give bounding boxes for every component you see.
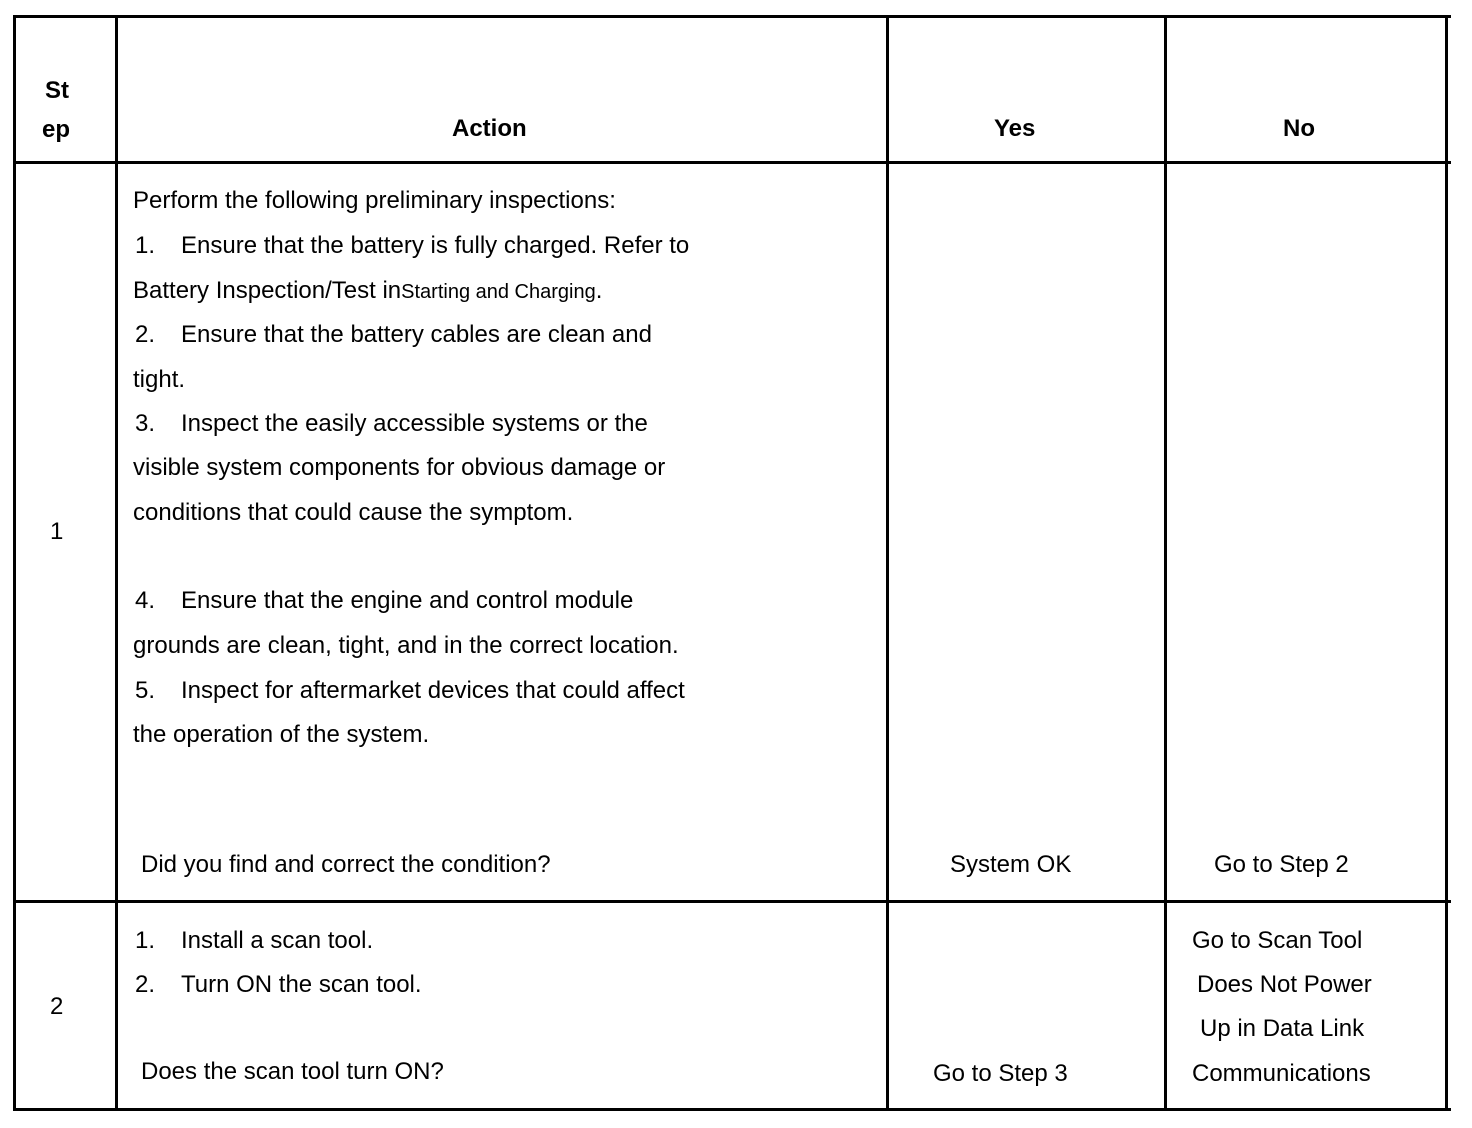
item-text: . (595, 277, 603, 304)
action-item-3-continued-2: conditions that could cause the symptom. (133, 499, 574, 526)
item-number: 2. (135, 971, 156, 998)
item-text: Ensure that the engine and control module (181, 587, 634, 614)
no-result-line: Go to Scan Tool (1192, 927, 1363, 954)
divider-action-yes (886, 15, 889, 1111)
yes-result[interactable]: Go to Step 3 (933, 1060, 1068, 1087)
border-row1-bottom (13, 900, 1451, 903)
border-top (13, 15, 1451, 18)
item-text: Inspect for aftermarket devices that could affect (181, 677, 685, 704)
action-item-4 (133, 587, 633, 615)
action-intro: Perform the following preliminary inspections: (133, 187, 616, 214)
border-right (1445, 15, 1448, 1111)
item-number: 1. (135, 927, 156, 954)
no-result-line: Communications (1192, 1060, 1371, 1087)
action-item-5-continued: the operation of the system. (133, 721, 430, 748)
item-number: 4. (135, 587, 156, 614)
reference-link[interactable]: Starting and Charging (401, 281, 596, 303)
yes-result[interactable]: System OK (950, 851, 1072, 878)
item-text: Install a scan tool. (181, 927, 374, 954)
item-text: Ensure that the battery cables are clean and (181, 321, 652, 348)
action-item-1-continued (133, 277, 602, 306)
action-item-1 (133, 927, 373, 955)
action-item-4-continued: grounds are clean, tight, and in the correct location. (133, 632, 679, 659)
border-bottom (13, 1108, 1451, 1111)
item-text: Inspect the easily accessible systems or the (181, 410, 648, 437)
no-result-line: Up in Data Link (1200, 1015, 1365, 1042)
divider-step-action (115, 15, 118, 1111)
header-step-line1: St (45, 77, 69, 104)
item-text: Turn ON the scan tool. (181, 971, 422, 998)
border-left (13, 15, 16, 1111)
action-item-2 (133, 971, 422, 999)
item-number: 5. (135, 677, 156, 704)
header-step-line2: ep (42, 116, 71, 143)
action-item-2 (133, 321, 652, 349)
item-text: Ensure that the battery is fully charged. Refer to (181, 232, 690, 259)
no-result[interactable]: Go to Step 2 (1214, 851, 1349, 878)
border-header-bottom (13, 161, 1451, 164)
action-question: Did you find and correct the condition? (141, 851, 551, 878)
step-number: 2 (50, 993, 64, 1020)
action-question: Does the scan tool turn ON? (141, 1058, 444, 1085)
divider-yes-no (1164, 15, 1167, 1111)
action-item-1 (133, 232, 689, 260)
step-number: 1 (50, 518, 64, 545)
item-text: Battery Inspection/Test in (133, 277, 402, 304)
item-number: 1. (135, 232, 156, 259)
header-action: Action (452, 115, 527, 142)
header-yes: Yes (994, 115, 1036, 142)
action-item-2-continued: tight. (133, 366, 186, 393)
item-number: 3. (135, 410, 156, 437)
header-no: No (1283, 115, 1315, 142)
action-item-5 (133, 677, 685, 705)
action-item-3-continued-1: visible system components for obvious damage or (133, 454, 666, 481)
action-item-3 (133, 410, 648, 438)
item-number: 2. (135, 321, 156, 348)
no-result-line: Does Not Power (1197, 971, 1372, 998)
